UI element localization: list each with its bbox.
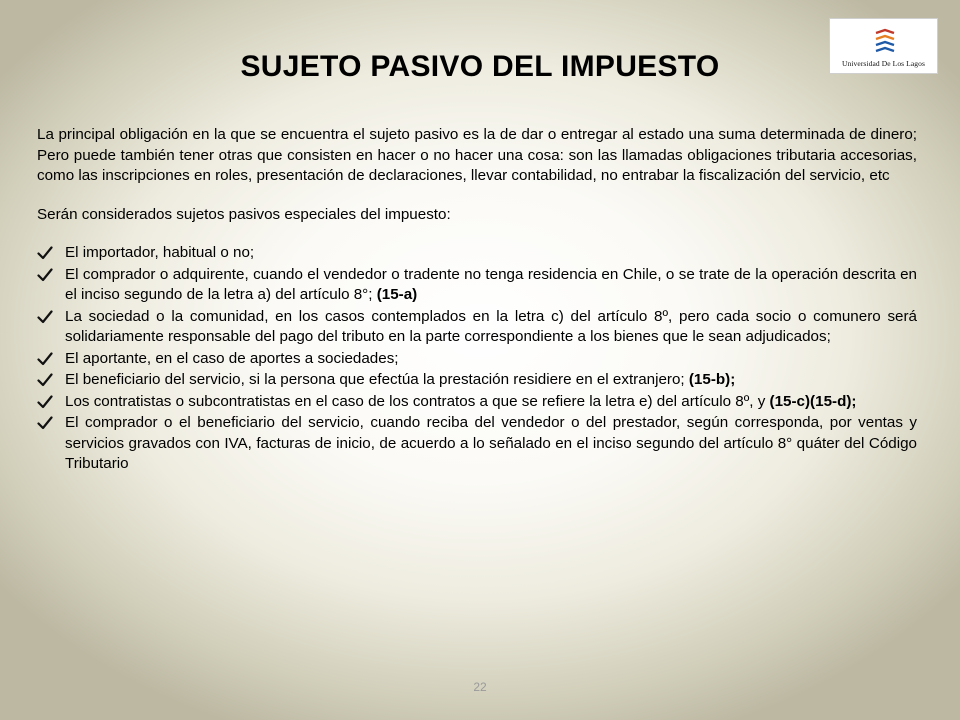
logo-text: Universidad De Los Lagos [841,59,925,68]
check-icon [37,352,53,366]
page-title: SUJETO PASIVO DEL IMPUESTO [240,50,720,83]
page-number: 22 [473,680,487,694]
list-item: El comprador o el beneficiario del servicio, cuando reciba del vendedor o del prestador, según corresponda, por ventas y servicios gravados con IVA, facturas de inicio, de acuerdo a lo señalado en el inciso segundo del artículo 8° quáter del Código Tributario [37,413,917,475]
check-icon [37,268,53,282]
intro-paragraph: La principal obligación en la que se encuentra el sujeto pasivo es la de dar o entregar al estado una suma determinada de dinero; Pero puede también tener otras que consisten en hacer o no hacer una cosa: son las llamadas obligaciones tributaria accesorias, como las inscripciones en roles, presentación de declaraciones, llevar contabilidad, no entrabar la fiscalización del servicio, etc [37,126,917,184]
list-item: El aportante, en el caso de aportes a sociedades; [37,349,917,370]
list-item: Los contratistas o subcontratistas en el caso de los contratos a que se refiere la letra e) del artículo 8º, y (15-c)(15-d); [37,392,917,413]
list-item: El importador, habitual o no; [37,243,917,264]
check-icon [37,416,53,430]
check-icon [37,246,53,260]
list-item: La sociedad o la comunidad, en los casos contemplados en la letra c) del artículo 8º, pero cada socio o comunero será solidariamente responsable del pago del tributo en la parte correspondiente a los bienes que le sean adjudicados; [37,307,917,348]
subjects-list [37,243,917,475]
lead-paragraph: Serán considerados sujetos pasivos especiales del impuesto: [37,205,451,223]
slide-body [37,125,917,476]
list-item: El comprador o adquirente, cuando el vendedor o tradente no tenga residencia en Chile, o se trate de la operación descrita en el inciso segundo de la letra a) del artículo 8°; (15-a) [37,265,917,306]
check-icon [37,310,53,324]
list-item: El beneficiario del servicio, si la persona que efectúa la prestación residiere en el extranjero; (15-b); [37,370,917,391]
check-icon [37,395,53,409]
check-icon [37,373,53,387]
